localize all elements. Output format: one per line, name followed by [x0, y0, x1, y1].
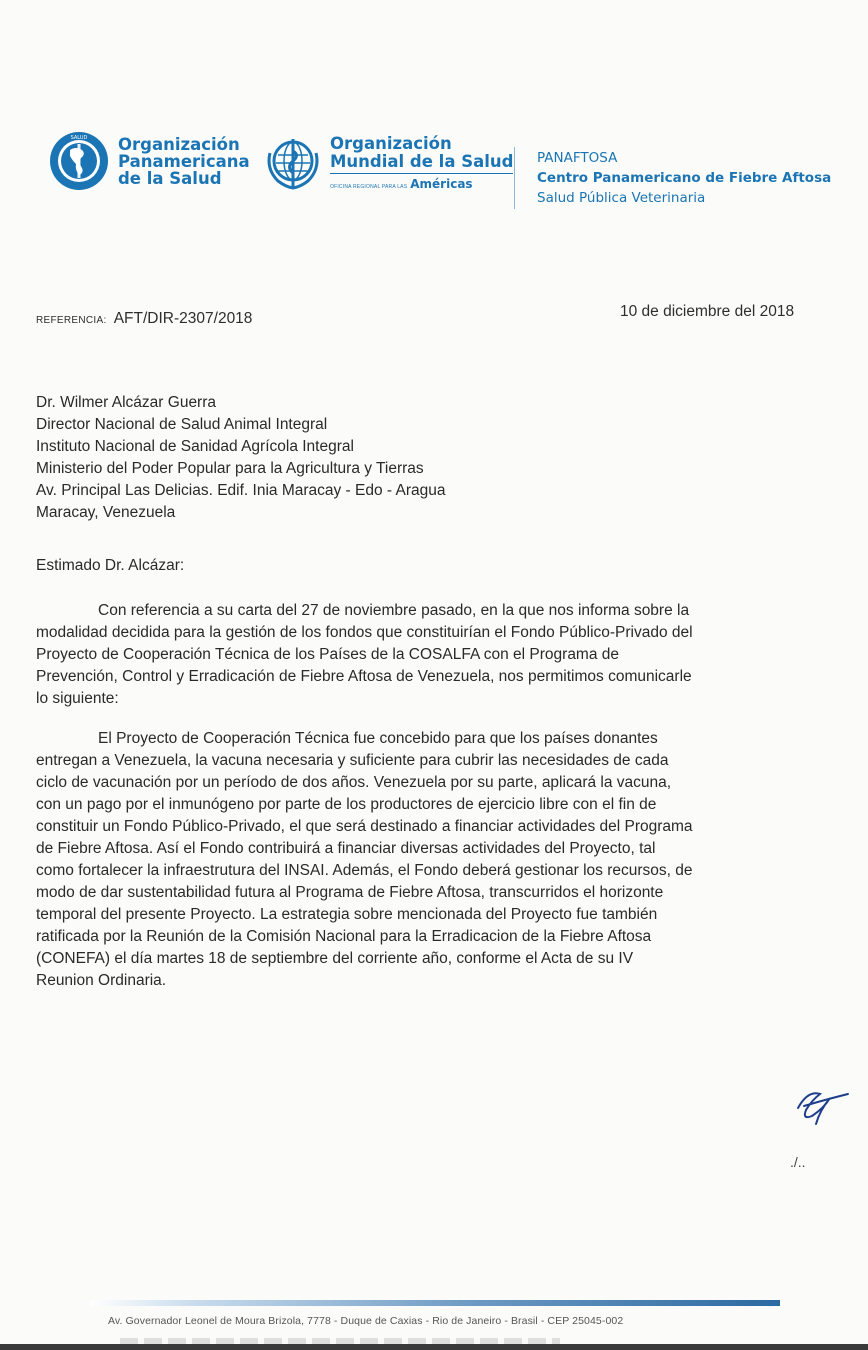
paragraph-line: como fortalecer la infraestrutura del INSAI. Además, el Fondo deberá gestionar los recursos, de	[36, 862, 693, 879]
who-regional-office: OFICINA REGIONAL PARA LAS	[330, 184, 408, 190]
panaftosa-name: Centro Panamericano de Fiebre Aftosa	[537, 170, 832, 186]
paho-emblem-icon	[48, 130, 110, 192]
footer-rule	[90, 1300, 780, 1306]
paragraph-line: El Proyecto de Cooperación Técnica fue concebido para que los países donantes	[98, 730, 658, 747]
paragraph-line: lo siguiente:	[36, 690, 119, 707]
panaftosa-acronym: PANAFTOSA	[537, 150, 618, 166]
paragraph-line: (CONEFA) el día martes 18 de septiembre del corriente año, conforme el Acta de su IV	[36, 950, 634, 967]
footer-address: Av. Governador Leonel de Moura Brizola, 7778 - Duque de Caxias - Rio de Janeiro - Brasil - CEP 25045-002	[108, 1315, 624, 1327]
recipient-line: Director Nacional de Salud Animal Integral	[36, 416, 328, 433]
who-emblem-icon	[262, 133, 324, 193]
recipient-line: Maracay, Venezuela	[36, 504, 176, 521]
paragraph-line: modo de dar sustentabilidad futura al Programa de Fiebre Aftosa, transcurridos el horizonte	[36, 884, 664, 901]
who-region: Américas	[410, 177, 473, 191]
paragraph-line: temporal del presente Proyecto. La estrategia sobre mencionada del Proyecto fue también	[36, 906, 658, 923]
body-paragraph-2	[36, 728, 856, 992]
reference	[36, 310, 252, 328]
initials-signature-icon	[790, 1080, 850, 1130]
paragraph-line: Prevención, Control y Erradicación de Fiebre Aftosa de Venezuela, nos permitimos comunicarle	[36, 668, 692, 685]
panaftosa-divider	[514, 147, 515, 209]
salutation: Estimado Dr. Alcázar:	[36, 557, 185, 574]
paragraph-line: Proyecto de Cooperación Técnica de los Países de la COSALFA con el Programa de	[36, 646, 620, 663]
who-logo	[262, 133, 513, 193]
paragraph-line: constituir un Fondo Público-Privado, el que será destinado a financiar actividades del Programa	[36, 818, 693, 835]
paragraph-line: de Fiebre Aftosa. Así el Fondo contribuirá a financiar diversas actividades del Proyecto, tal	[36, 840, 656, 857]
body-paragraph-1	[36, 600, 856, 710]
paragraph-line: Reunion Ordinaria.	[36, 972, 167, 989]
recipient-line: Dr. Wilmer Alcázar Guerra	[36, 394, 217, 411]
scan-edge	[0, 1344, 868, 1350]
letter-date: 10 de diciembre del 2018	[620, 303, 795, 320]
reference-value: AFT/DIR-2307/2018	[113, 310, 253, 327]
reference-label: REFERENCIA:	[36, 315, 107, 326]
svg-text:SALUD: SALUD	[70, 135, 88, 141]
recipient-line: Instituto Nacional de Sanidad Agrícola Integral	[36, 438, 354, 455]
paho-name: Organización Panamericana de la Salud	[118, 134, 250, 188]
paho-logo	[48, 130, 250, 192]
paragraph-line: entregan a Venezuela, la vacuna necesaria y suficiente para cubrir las necesidades de cada	[36, 752, 669, 769]
paragraph-line: con un pago por el inmunógeno por parte de los productores de ejercicio libre con el fin de	[36, 796, 657, 813]
paragraph-line: ciclo de vacunación por un período de dos años. Venezuela por su parte, aplicará la vacuna,	[36, 774, 672, 791]
recipient-line: Av. Principal Las Delicias. Edif. Inia Maracay - Edo - Aragua	[36, 482, 446, 499]
paragraph-line: Con referencia a su carta del 27 de noviembre pasado, en la que nos informa sobre la	[98, 602, 690, 619]
panaftosa-unit: Salud Pública Veterinaria	[537, 190, 706, 206]
recipient-line: Ministerio del Poder Popular para la Agricultura y Tierras	[36, 460, 424, 477]
panaftosa-block	[537, 148, 831, 208]
recipient-address	[36, 392, 446, 524]
continuation-mark: ./..	[790, 1154, 806, 1170]
paragraph-line: ratificada por la Reunión de la Comisión Nacional para la Erradicacion de la Fiebre Aftosa	[36, 928, 652, 945]
who-name: Organización Mundial de la Salud	[330, 135, 513, 174]
paragraph-line: modalidad decidida para la gestión de los fondos que constituirían el Fondo Público-Privado del	[36, 624, 693, 641]
